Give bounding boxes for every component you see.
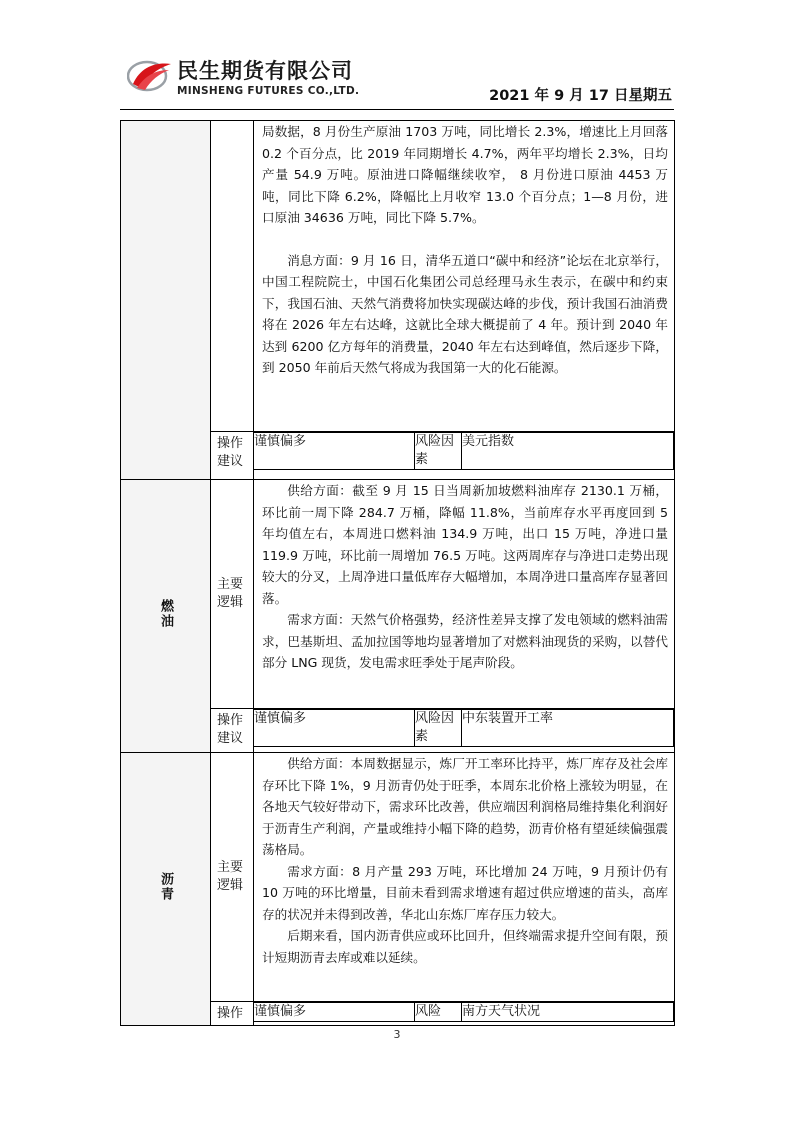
- report-date: 2021 年 9 月 17 日星期五: [489, 88, 672, 104]
- report-table: [120, 120, 675, 1026]
- fuel-category-label: 燃油: [158, 599, 173, 629]
- op-risk-cell: [254, 432, 675, 480]
- asphalt-logic-row: [121, 753, 675, 1002]
- op-value: 谨慎偏多: [254, 1003, 415, 1022]
- brand-name-cn: 民生期货有限公司: [177, 59, 353, 83]
- op-risk-cell: [254, 1002, 675, 1026]
- risk-label: 风险因素: [415, 433, 462, 470]
- op-label: 操作: [211, 1002, 254, 1026]
- paragraph: 后期来看，国内沥青供应或环比回升，但终端需求提升空间有限，预计短期沥青去库或难以延续。: [262, 928, 668, 965]
- fuel-logic-label: 主要逻辑: [211, 480, 254, 709]
- minsheng-logo-icon: [127, 52, 175, 100]
- op-risk-cell: [254, 709, 675, 753]
- paragraph: 局数据，8 月份生产原油 1703 万吨，同比增长 2.3%，增速比上月回落 0.2 个百分点，比 2019 年同期增长 4.7%，两年平均增长 2.3%，日均产量 54.9 万吨。原油进口降幅继续收窄， 8 月份进口原油 4453 万吨，同比下降 6.2%，降幅比上月收窄 13.0 个百分点；1—8 月份，进口原油 34636 万吨，同比下降 5.7%。: [262, 124, 668, 225]
- paragraph: 供给方面：截至 9 月 15 日当周新加坡燃料油库存 2130.1 万桶，环比前一周下降 284.7 万桶，降幅 11.8%，当前库存水平再度回到 5 年均值左右，本周进口燃料油 134.9 万吨，出口 15 万吨，净进口量 119.9 万吨，环比前一周增加 76.5 万吨。这两周库存与净进口走势出现较大的分叉，上周净进口量低库存大幅增加，本周净进口量高库存显著回落。: [262, 483, 668, 606]
- header-rule: [120, 109, 674, 110]
- op-value: 谨慎偏多: [254, 433, 415, 470]
- prev-logic-label-cell: [211, 121, 254, 432]
- op-value: 谨慎偏多: [254, 710, 415, 747]
- prev-logic-content: [254, 121, 675, 432]
- risk-label: 风险: [415, 1003, 462, 1022]
- asphalt-category-label: 沥青: [158, 872, 173, 902]
- brand-name-en: MINSHENG FUTURES CO.,LTD.: [177, 85, 360, 97]
- prev-category-cell: [121, 121, 211, 480]
- paragraph: 供给方面：本周数据显示，炼厂开工率环比持平，炼厂库存及社会库存环比下降 1%，9 月沥青仍处于旺季，本周东北价格上涨较为明显，在各地天气较好带动下，需求环比改善，供应端因利润格局维持集化利润好于沥青生产利润，产量或维持小幅下降的趋势，沥青价格有望延续偏强震荡格局。: [262, 756, 668, 857]
- paragraph: 需求方面：天然气价格强势，经济性差异支撑了发电领域的燃料油需求，巴基斯坦、孟加拉国等地均显著增加了对燃料油现货的采购，以替代部分 LNG 现货，发电需求旺季处于尾声阶段。: [262, 612, 668, 670]
- fuel-logic-content: [254, 480, 675, 709]
- risk-value: 美元指数: [462, 433, 674, 470]
- risk-value: 南方天气状况: [462, 1003, 674, 1022]
- asphalt-category: [121, 753, 211, 1026]
- fuel-logic-row: [121, 480, 675, 709]
- paragraph: 需求方面：8 月产量 293 万吨，环比增加 24 万吨，9 月预计仍有 10 万吨的环比增量，目前未看到需求增速有超过供应增速的苗头，高库存的状况并未得到改善，华北山东炼厂库存压力较大。: [262, 863, 668, 922]
- risk-label: 风险因素: [415, 710, 462, 747]
- op-label: 操作建议: [211, 709, 254, 753]
- page-number: 3: [393, 1028, 401, 1041]
- prev-logic-row: [121, 121, 675, 432]
- fuel-category: [121, 480, 211, 753]
- risk-value: 中东装置开工率: [462, 710, 674, 747]
- op-label: 操作建议: [211, 432, 254, 480]
- paragraph: 消息方面：9 月 16 日，清华五道口“碳中和经济”论坛在北京举行，中国工程院院士，中国石化集团公司总经理马永生表示，在碳中和约束下，我国石油、天然气消费将加快实现碳达峰的步伐，预计我国石油消费将在 2026 年左右达峰，这就比全球大概提前了 4 年。预计到 2040 年达到 6200 亿方每年的消费量，2040 年左右达到峰值，然后逐步下降，到 2050 年前后天然气将成为我国第一大的化石能源。: [262, 252, 668, 375]
- asphalt-logic-content: [254, 753, 675, 1002]
- asphalt-logic-label: 主要逻辑: [211, 753, 254, 1002]
- company-logo: [127, 52, 367, 102]
